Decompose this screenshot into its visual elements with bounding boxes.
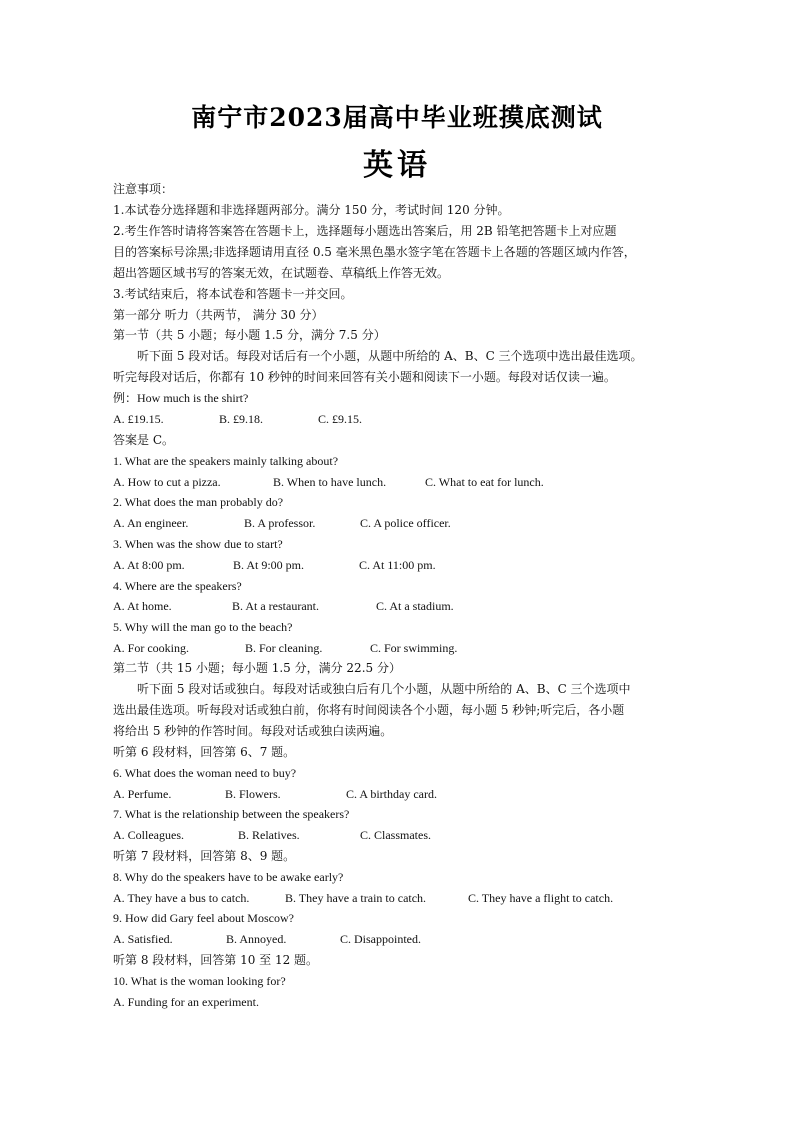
option-6a: A. Perfume. [113,787,172,801]
option-9b: B. Annoyed. [226,932,287,946]
question-2: 2. What does the man probably do? [113,495,284,509]
section2-instruction: 选出最佳选项。听每段对话或独白前，你将有时间阅读各个小题，每小题 5 秒钟;听完后，各小题 [113,703,625,717]
option-6c: C. A birthday card. [346,787,437,801]
option-7a: A. Colleagues. [113,828,184,842]
option-4a: A. At home. [113,599,172,613]
notice-item: 2.考生作答时请将答案答在答题卡上，选择题每小题选出答案后，用 2B 铅笔把答题卡上对应题 [113,224,617,238]
example-option-b: B. £9.18. [219,412,264,426]
option-8b: B. They have a train to catch. [285,891,427,905]
option-2b: B. A professor. [244,516,316,530]
notice-item: 目的答案标号涂黑;非选择题请用直径 0.5 毫米黑色墨水签字笔在答题卡上各题的答题区域内作答， [113,245,636,259]
section1-heading: 第一节（共 5 小题；每小题 1.5 分，满分 7.5 分） [113,328,386,342]
notice-item: 1.本试卷分选择题和非选择题两部分。满分 150 分，考试时间 120 分钟。 [113,203,510,217]
option-5c: C. For swimming. [370,641,458,655]
option-3a: A. At 8:00 pm. [113,558,185,572]
question-5: 5. Why will the man go to the beach? [113,620,293,634]
option-7c: C. Classmates. [360,828,431,842]
option-1c: C. What to eat for lunch. [425,475,544,489]
example-answer: 答案是 C。 [113,433,174,447]
exam-title: 南宁市2023届高中毕业班摸底测试 [191,103,603,132]
option-2c: C. A police officer. [360,516,451,530]
section2-instruction: 将给出 5 秒钟的作答时间。每段对话或独白读两遍。 [113,724,393,738]
question-9: 9. How did Gary feel about Moscow? [113,911,294,925]
question-3: 3. When was the show due to start? [113,537,283,551]
question-8: 8. Why do the speakers have to be awake early? [113,870,344,884]
option-9a: A. Satisfied. [113,932,173,946]
material-8-note: 听第 8 段材料，回答第 10 至 12 题。 [113,953,319,967]
question-1: 1. What are the speakers mainly talking about? [113,454,339,468]
section2-instruction: 听下面 5 段对话或独白。每段对话或独白后有几个小题，从题中所给的 A、B、C 三个选项中 [137,682,631,696]
material-7-note: 听第 7 段材料，回答第 8、9 题。 [113,849,296,863]
option-4c: C. At a stadium. [376,599,454,613]
example-option-c: C. £9.15. [318,412,363,426]
part1-heading: 第一部分 听力（共两节， 满分 30 分） [113,308,324,322]
option-7b: B. Relatives. [238,828,300,842]
option-1b: B. When to have lunch. [273,475,387,489]
option-2a: A. An engineer. [113,516,189,530]
section1-instruction: 听下面 5 段对话。每段对话后有一个小题，从题中所给的 A、B、C 三个选项中选出最佳选项。 [137,349,643,363]
option-5b: B. For cleaning. [245,641,323,655]
notice-item: 超出答题区域书写的答案无效，在试题卷、草稿纸上作答无效。 [113,266,450,280]
question-10: 10. What is the woman looking for? [113,974,286,988]
option-6b: B. Flowers. [225,787,281,801]
option-10a: A. Funding for an experiment. [113,995,259,1009]
question-7: 7. What is the relationship between the speakers? [113,807,350,821]
question-6: 6. What does the woman need to buy? [113,766,297,780]
example-question: 例：How much is the shirt? [113,391,249,405]
section2-heading: 第二节（共 15 小题；每小题 1.5 分，满分 22.5 分） [113,661,401,675]
question-4: 4. Where are the speakers? [113,579,242,593]
option-8c: C. They have a flight to catch. [468,891,614,905]
subject-title: 英语 [363,148,431,183]
material-6-note: 听第 6 段材料，回答第 6、7 题。 [113,745,296,759]
notice-heading: 注意事项： [113,182,174,196]
example-option-a: A. £19.15. [113,412,164,426]
section1-instruction: 听完每段对话后，你都有 10 秒钟的时间来回答有关小题和阅读下一小题。每段对话仅读一遍。 [113,370,616,384]
option-5a: A. For cooking. [113,641,189,655]
option-1a: A. How to cut a pizza. [113,475,221,489]
option-3c: C. At 11:00 pm. [359,558,436,572]
option-8a: A. They have a bus to catch. [113,891,250,905]
option-3b: B. At 9:00 pm. [233,558,305,572]
option-4b: B. At a restaurant. [232,599,319,613]
notice-item: 3.考试结束后，将本试卷和答题卡一并交回。 [113,287,353,301]
option-9c: C. Disappointed. [340,932,421,946]
